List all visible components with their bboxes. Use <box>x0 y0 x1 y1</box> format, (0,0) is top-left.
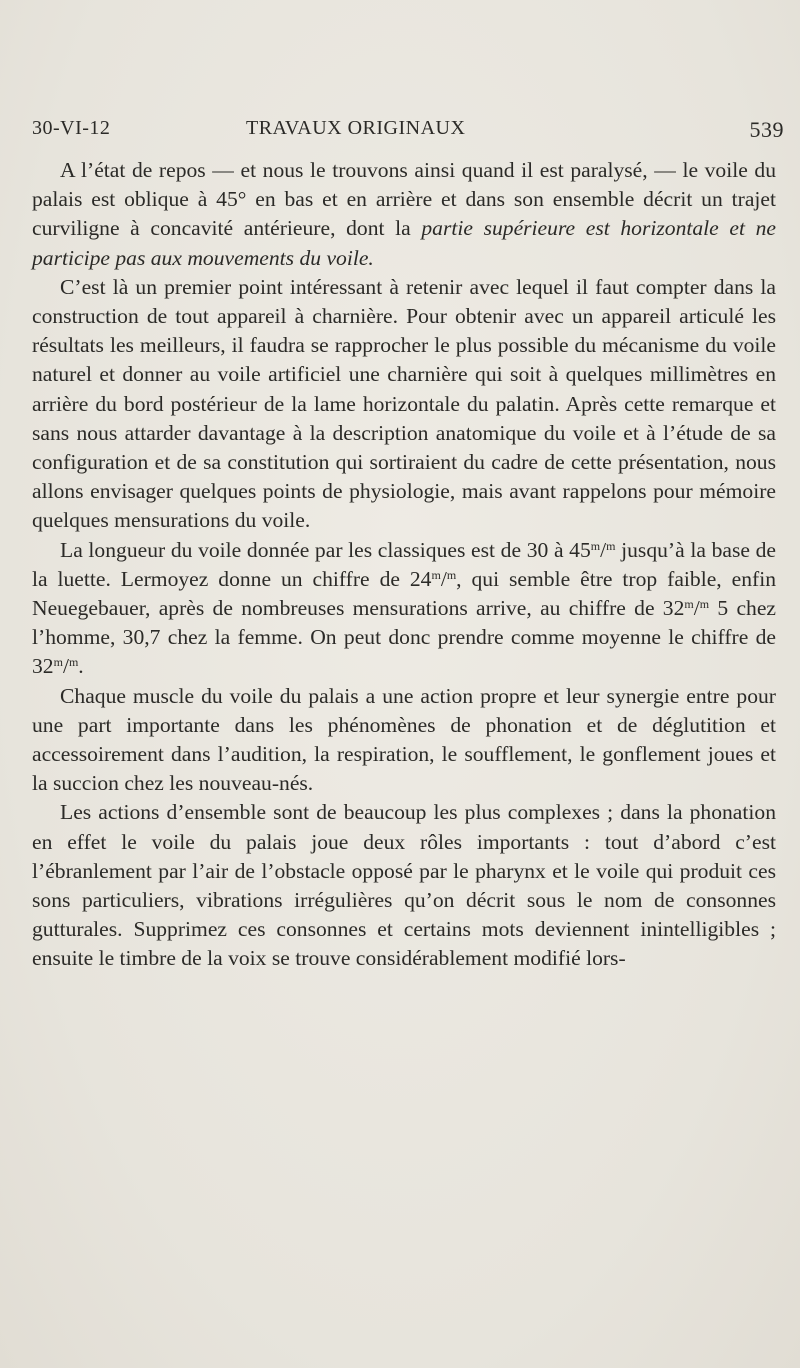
paragraph-1 <box>32 156 776 273</box>
header-section-title: TRAVAUX ORIGINAUX <box>246 117 466 139</box>
unit-slash: / <box>62 654 69 679</box>
page-number: 539 <box>749 117 784 142</box>
unit-superscript: m <box>431 567 441 582</box>
paragraph-4: Chaque muscle du voile du palais a une action propre et leur synergie entre pour une part importante dans les phénomènes de phonation et de déglutition et accessoirement dans l’audition, la respiration, le soufflement, le gonflement joues et la succion chez les nouveau-nés. <box>32 683 776 796</box>
paragraph-3-part-1: La longueur du voile donnée par les classiques est de 30 à 45 <box>60 537 591 562</box>
unit-superscript: m <box>53 655 63 670</box>
unit-superscript: m <box>684 597 694 612</box>
unit-superscript: m <box>446 567 457 582</box>
unit-superscript: m <box>606 538 616 553</box>
paragraph-3-part-4: 5 chez l’homme, 30,7 chez la femme. On peut donc prendre comme moyenne le chiffre de 32 <box>32 596 776 679</box>
paragraph-1-text: A l’état de repos — et nous le trouvons ainsi quand il est paralysé, — le voile du palais est oblique à 45° en bas et en arrière et dans son ensemble décrit un trajet curviligne à concavité antérieure, dont la <box>32 158 776 241</box>
paragraph-3-part-5: . <box>78 654 84 679</box>
paragraph-3 <box>32 536 776 682</box>
unit-slash: / <box>693 596 700 621</box>
unit-superscript: m <box>699 597 710 612</box>
unit-slash: / <box>600 537 607 562</box>
running-header <box>32 117 784 147</box>
paragraph-5: Les actions d’ensemble sont de beaucoup les plus complexes ; dans la phonation en effet le voile du palais joue deux rôles importants : tout d’abord c’est l’ébranlement par l’air de l’obstacle opposé par le pharynx et le voile qui produit ces sons particuliers, vibrations irrégulières qu’on décrit sous le nom de consonnes gutturales. Supprimez ces consonnes et certains mots deviennent inintelligibles ; ensuite le timbre de la voix se trouve considérablement modifié lors- <box>32 800 776 971</box>
body-text <box>32 156 776 974</box>
header-date: 30-VI-12 <box>32 117 111 139</box>
paragraph-1-italic: partie supérieure est horizontale et ne participe pas aux mouvements du voile. <box>32 216 776 270</box>
paragraph-2: C’est là un premier point intéressant à retenir avec lequel il faut compter dans la construction de tout appareil à charnière. Pour obtenir avec un appareil articulé les résultats les meilleurs, il faudra se rapprocher le plus possible du mécanisme du voile naturel et donner au voile artificiel une charnière qui soit à quelques millimètres en arrière du bord postérieur de la lame horizontale du palatin. Après cette remarque et sans nous attarder davantage à la description anatomique du voile et à l’étude de sa configuration et de sa constitution qui sortiraient du cadre de cette présentation, nous allons envisager quelques points de physiologie, mais avant rappelons pour mémoire quelques mensurations du voile. <box>32 274 776 533</box>
paragraph-3-part-3: , qui semble être trop faible, enfin Neuegebauer, après de nombreuses mensurations arrive, au chiffre de 32 <box>32 566 776 621</box>
unit-superscript: m <box>590 538 601 553</box>
unit-slash: / <box>440 566 447 591</box>
unit-superscript: m <box>68 655 79 670</box>
paragraph-3-part-2: jusqu’à la base de la luette. Lermoyez donne un chiffre de 24 <box>32 537 776 591</box>
